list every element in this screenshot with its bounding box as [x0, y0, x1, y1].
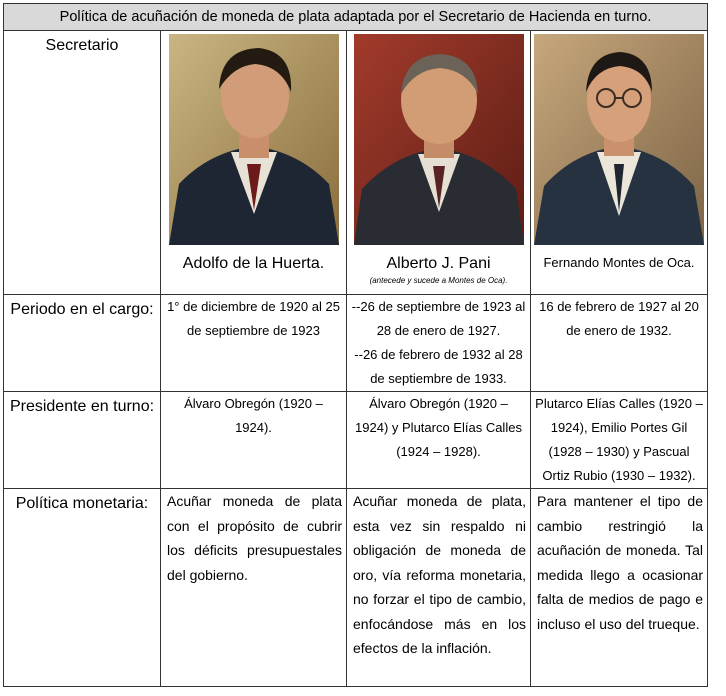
secretary-name: Fernando Montes de Oca. [543, 255, 695, 270]
periodo-cell-3 [531, 295, 708, 392]
politica-cell-1: Acuñar moneda de plata con el propósito de cubrir los déficits presupuestales del gobierno. [161, 489, 347, 687]
secretary-name: Alberto J. Pani [386, 255, 491, 272]
periodo-text: --26 de septiembre de 1923 al 28 de enero de 1927. [351, 299, 526, 338]
presidente-cell-2: Álvaro Obregón (1920 – 1924) y Plutarco Elías Calles (1924 – 1928). [347, 392, 531, 489]
label-periodo: Periodo en el cargo: [4, 295, 161, 392]
title-row [4, 4, 708, 31]
portrait-montes-de-oca [534, 34, 704, 245]
periodo-row [4, 295, 708, 392]
label-presidente: Presidente en turno: [4, 392, 161, 489]
secretary-note: (antecede y sucede a Montes de Oca). [369, 276, 508, 285]
presidente-cell-3: Plutarco Elías Calles (1920 – 1924), Emilio Portes Gil (1928 – 1930) y Pascual Ortiz Rubio (1930 – 1932). [531, 392, 708, 489]
policy-table [3, 3, 708, 687]
secretary-cell-3 [531, 31, 708, 295]
politica-cell-3: Para mantener el tipo de cambio restringió la acuñación de moneda. Tal medida llego a ocasionar falta de medios de pago e incluso el uso del trueque. [531, 489, 708, 687]
presidente-cell-1: Álvaro Obregón (1920 – 1924). [161, 392, 347, 489]
periodo-text: 16 de febrero de 1927 al 20 de enero de 1932. [539, 299, 699, 338]
secretary-cell-1 [161, 31, 347, 295]
periodo-cell-2 [347, 295, 531, 392]
presidente-row [4, 392, 708, 489]
politica-cell-2: Acuñar moneda de plata, esta vez sin respaldo ni obligación de moneda de oro, vía reforma monetaria, no forzar el tipo de cambio, enfocándose más en los efectos de la inflación. [347, 489, 531, 687]
periodo-text-second: --26 de febrero de 1932 al 28 de septiembre de 1933. [354, 347, 523, 386]
portrait-pani [354, 34, 524, 245]
secretary-cell-2 [347, 31, 531, 295]
politica-row [4, 489, 708, 687]
label-secretario: Secretario [4, 31, 161, 295]
periodo-cell-1 [161, 295, 347, 392]
portrait-de-la-huerta [169, 34, 339, 245]
secretario-row [4, 31, 708, 295]
secretary-name: Adolfo de la Huerta. [182, 255, 325, 272]
table-title: Política de acuñación de moneda de plata adaptada por el Secretario de Hacienda en turno. [4, 4, 708, 31]
periodo-text: 1° de diciembre de 1920 al 25 de septiembre de 1923 [167, 299, 340, 338]
label-politica: Política monetaria: [4, 489, 161, 687]
